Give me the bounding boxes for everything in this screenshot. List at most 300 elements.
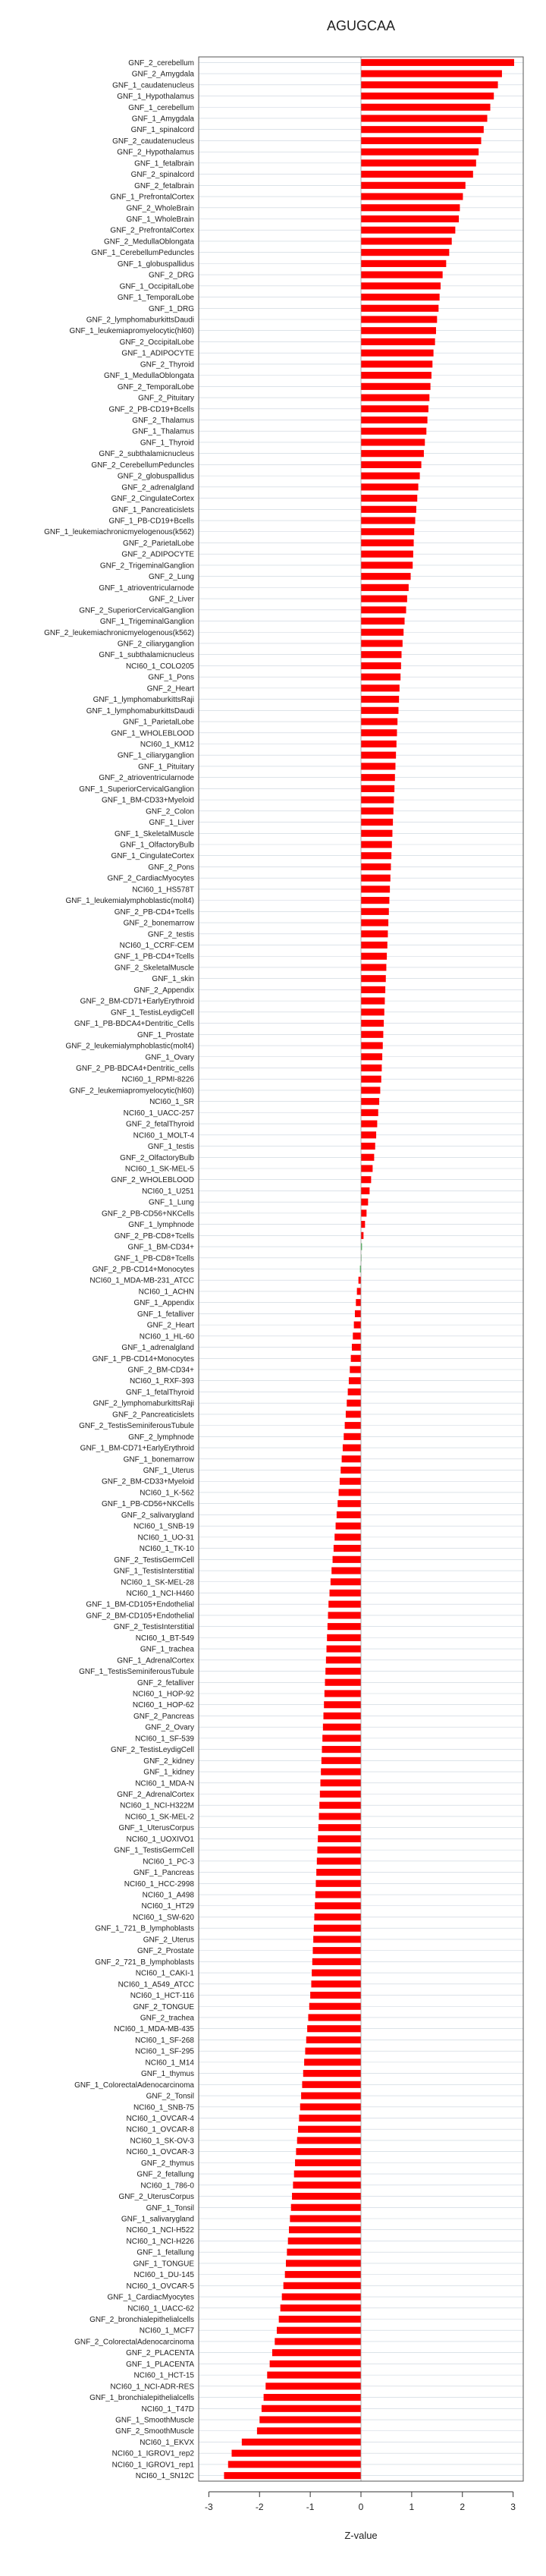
- bar: [361, 1187, 369, 1194]
- bar: [361, 294, 440, 300]
- category-label: GNF_1_caudatenucleus: [112, 81, 194, 90]
- category-label: NCI60_1_MDA-N: [135, 1779, 194, 1788]
- bar: [361, 807, 394, 814]
- category-label: GNF_2_Lung: [148, 573, 194, 582]
- category-label: NCI60_1_RXF-393: [129, 1377, 194, 1386]
- bar: [289, 2226, 361, 2233]
- category-label: GNF_1_TestisInterstitial: [113, 1567, 194, 1576]
- category-label: GNF_2_caudatenucleus: [112, 137, 194, 146]
- bar: [361, 473, 420, 480]
- bar: [325, 1679, 361, 1686]
- bar: [361, 316, 437, 322]
- category-label: GNF_1_TestisLeydigCell: [110, 1008, 194, 1018]
- category-label: GNF_1_PB-CD19+Bcells: [108, 517, 194, 526]
- bar: [314, 1925, 361, 1932]
- bar: [291, 2204, 361, 2211]
- bar: [361, 1098, 379, 1105]
- category-label: GNF_1_OlfactoryBulb: [120, 841, 194, 850]
- x-axis-title: Z-value: [344, 2530, 378, 2541]
- category-label: GNF_1_Hypothalamus: [117, 93, 194, 102]
- category-label: GNF_1_leukemialymphoblastic(molt4): [65, 897, 194, 906]
- category-label: GNF_1_SuperiorCervicalGanglion: [79, 785, 194, 794]
- bar: [309, 2003, 361, 2010]
- category-label: GNF_2_leukemiapromyelocytic(hl60): [69, 1087, 194, 1096]
- category-label: GNF_1_PLACENTA: [126, 2360, 194, 2369]
- bar: [361, 584, 409, 591]
- bar: [267, 2372, 361, 2379]
- bar: [361, 1087, 380, 1093]
- category-label: GNF_2_Pancreas: [133, 1712, 194, 1721]
- bar: [361, 729, 397, 736]
- category-label: NCI60_1_SF-539: [135, 1735, 194, 1744]
- bar: [361, 539, 414, 546]
- category-label: GNF_2_cerebellum: [128, 58, 194, 68]
- category-label: GNF_2_TONGUE: [133, 2002, 194, 2011]
- category-label: GNF_1_PB-CD14+Monocytes: [92, 1354, 194, 1363]
- category-label: GNF_2_kidney: [143, 1757, 194, 1766]
- category-label: NCI60_1_IGROV1_rep1: [111, 2461, 194, 2470]
- category-label: GNF_2_ADIPOCYTE: [121, 550, 194, 559]
- bar: [292, 2193, 361, 2200]
- category-label: GNF_2_PrefrontalCortex: [110, 226, 194, 235]
- bar: [281, 2304, 361, 2311]
- category-label: GNF_2_SuperiorCervicalGanglion: [79, 606, 194, 615]
- bar: [361, 1065, 381, 1071]
- category-label: GNF_2_PB-CD19+Bcells: [108, 405, 194, 414]
- bar: [318, 1835, 361, 1842]
- bar: [361, 986, 385, 993]
- bar: [361, 830, 392, 837]
- bar: [361, 1154, 374, 1161]
- category-label: GNF_1_trachea: [140, 1645, 194, 1654]
- chart-title: AGUGCAA: [326, 18, 396, 33]
- category-label: GNF_2_globuspallidus: [117, 472, 194, 481]
- bar: [318, 1824, 361, 1831]
- bar: [328, 1601, 361, 1608]
- bar: [361, 1031, 383, 1038]
- bar: [328, 1623, 361, 1630]
- category-label: GNF_2_lymphnode: [128, 1433, 194, 1442]
- category-label: NCI60_1_CCRF-CEM: [119, 942, 194, 951]
- category-label: GNF_1_atrioventricularnode: [99, 583, 194, 593]
- category-label: GNF_1_OccipitalLobe: [119, 282, 194, 291]
- bar: [357, 1288, 361, 1294]
- bar: [361, 908, 389, 915]
- category-label: GNF_2_adrenalgland: [121, 483, 194, 492]
- bar: [312, 1947, 361, 1954]
- x-tick-label: -2: [255, 2502, 264, 2512]
- category-label: GNF_1_Ovary: [145, 1053, 194, 1062]
- category-label: GNF_2_TrigeminalGanglion: [99, 561, 194, 571]
- bar: [277, 2327, 361, 2334]
- bar: [315, 1891, 361, 1898]
- category-label: NCI60_1_OVCAR-4: [126, 2114, 194, 2123]
- bar: [361, 763, 395, 769]
- category-label: GNF_1_lymphnode: [128, 1221, 194, 1230]
- bar: [361, 395, 429, 401]
- bar: [361, 930, 388, 937]
- bar: [297, 2137, 361, 2144]
- category-label: GNF_2_WHOLEBLOOD: [111, 1176, 194, 1185]
- bar: [322, 1757, 361, 1764]
- bar: [361, 227, 455, 234]
- category-label: NCI60_1_SK-MEL-5: [124, 1165, 194, 1174]
- bar: [317, 1847, 361, 1854]
- bar: [361, 1109, 378, 1116]
- category-label: GNF_2_BM-CD71+EarlyErythroid: [80, 997, 194, 1006]
- category-label: GNF_2_fetalliver: [136, 1678, 194, 1687]
- category-label: NCI60_1_CAKI-1: [135, 1969, 194, 1978]
- bar: [331, 1578, 361, 1585]
- category-label: NCI60_1_SF-295: [135, 2047, 194, 2056]
- category-label: GNF_1_Prostate: [136, 1030, 194, 1040]
- category-label: GNF_2_salivarygland: [121, 1511, 194, 1520]
- category-label: GNF_2_SkeletalMuscle: [114, 964, 194, 973]
- category-label: GNF_1_skin: [152, 975, 194, 984]
- category-label: GNF_1_BM-CD34+: [127, 1243, 194, 1252]
- category-label: NCI60_1_HS578T: [132, 885, 194, 895]
- category-label: GNF_1_Pituitary: [138, 763, 194, 772]
- category-label: NCI60_1_786-0: [140, 2181, 194, 2191]
- bar: [334, 1533, 361, 1540]
- category-label: GNF_2_Tonsil: [146, 2092, 194, 2101]
- category-label: GNF_1_SkeletalMuscle: [114, 829, 194, 838]
- bar: [299, 2115, 361, 2122]
- category-label: GNF_2_lymphomaburkittsRaji: [93, 1399, 194, 1408]
- bar: [325, 1668, 361, 1675]
- category-label: NCI60_1_MDA-MB-231_ATCC: [89, 1276, 194, 1285]
- category-label: GNF_1_globuspallidus: [117, 259, 194, 269]
- bar: [264, 2394, 361, 2401]
- category-label: GNF_2_lymphomaburkittsDaudi: [86, 316, 194, 325]
- category-label: GNF_1_CerebellumPeduncles: [91, 249, 194, 258]
- bar: [361, 204, 460, 211]
- bar: [312, 1958, 361, 1965]
- bar: [320, 1791, 361, 1798]
- category-label: NCI60_1_PC-3: [143, 1857, 194, 1867]
- bar: [359, 1277, 361, 1284]
- bar: [346, 1411, 361, 1417]
- category-label: GNF_1_Thalamus: [132, 427, 194, 436]
- category-label: GNF_1_TONGUE: [133, 2260, 194, 2269]
- bar: [361, 383, 431, 390]
- bar: [337, 1500, 361, 1507]
- bar: [361, 920, 388, 926]
- category-label: GNF_2_Colon: [146, 807, 194, 816]
- category-label: GNF_1_TemporalLobe: [117, 294, 194, 303]
- category-label: NCI60_1_HT29: [141, 1902, 194, 1911]
- category-label: GNF_1_ParietalLobe: [123, 718, 194, 727]
- category-label: GNF_1_TestisGermCell: [114, 1846, 194, 1855]
- bar: [361, 517, 416, 524]
- category-label: NCI60_1_EKVX: [140, 2438, 194, 2447]
- bar: [361, 115, 488, 121]
- bar: [339, 1489, 361, 1496]
- bar: [288, 2238, 361, 2244]
- bar: [361, 1176, 371, 1183]
- category-label: NCI60_1_NCI-H460: [126, 1589, 194, 1598]
- category-label: NCI60_1_MDA-MB-435: [114, 2025, 194, 2034]
- category-label: NCI60_1_HCT-116: [130, 1992, 194, 2001]
- category-label: GNF_1_fetalThyroid: [125, 1388, 194, 1397]
- bar: [361, 360, 432, 367]
- bar: [361, 942, 388, 948]
- category-label: NCI60_1_TK-10: [139, 1545, 194, 1554]
- category-label: NCI60_1_SNB-75: [133, 2103, 194, 2112]
- bar: [298, 2126, 361, 2133]
- bar: [361, 260, 446, 267]
- bar: [305, 2048, 361, 2055]
- category-label: GNF_2_subthalamicnucleus: [99, 450, 194, 459]
- bar: [318, 1813, 361, 1820]
- category-label: GNF_2_WholeBrain: [126, 204, 194, 213]
- category-label: GNF_2_spinalcord: [130, 171, 194, 180]
- bar: [324, 1701, 361, 1708]
- category-label: GNF_2_CardiacMyocytes: [107, 874, 194, 883]
- bar: [327, 1646, 361, 1653]
- bar: [310, 1992, 361, 1999]
- category-label: GNF_2_SmoothMuscle: [115, 2427, 194, 2436]
- category-label: NCI60_1_SR: [149, 1098, 194, 1107]
- bar: [361, 1165, 372, 1172]
- category-label: NCI60_1_SN12C: [135, 2472, 194, 2481]
- category-label: NCI60_1_UO-31: [137, 1533, 194, 1543]
- bar: [319, 1802, 361, 1809]
- x-tick-label: 1: [409, 2502, 415, 2512]
- bar: [353, 1332, 361, 1339]
- category-label: GNF_1_bronchialepithelialcells: [89, 2394, 194, 2403]
- bar: [361, 483, 419, 490]
- bar: [355, 1310, 361, 1317]
- category-label: GNF_1_Lung: [148, 1198, 194, 1207]
- x-tick-label: 3: [510, 2502, 516, 2512]
- category-label: GNF_2_721_B_lymphoblasts: [95, 1958, 194, 1967]
- category-label: GNF_1_WholeBrain: [126, 215, 194, 224]
- category-label: GNF_1_fetallung: [136, 2248, 194, 2257]
- bar: [307, 2025, 361, 2032]
- category-label: GNF_1_bonemarrow: [123, 1455, 194, 1464]
- category-label: NCI60_1_ACHN: [138, 1288, 194, 1297]
- category-label: NCI60_1_HCC-2998: [124, 1879, 194, 1889]
- bar: [336, 1523, 361, 1530]
- category-label: GNF_1_cerebellum: [128, 103, 194, 112]
- bar: [290, 2215, 361, 2222]
- bar: [337, 1511, 361, 1518]
- category-label: GNF_1_CingulateCortex: [111, 852, 194, 861]
- bar: [361, 372, 431, 379]
- bar: [361, 885, 390, 892]
- category-label: GNF_2_trachea: [140, 2014, 194, 2023]
- bar: [361, 797, 394, 804]
- category-label: GNF_1_leukemiapromyelocytic(hl60): [69, 327, 194, 336]
- bar: [361, 104, 491, 111]
- category-label: NCI60_1_HL-60: [139, 1332, 194, 1341]
- bar: [361, 573, 411, 580]
- bar: [361, 137, 481, 144]
- bar: [361, 171, 473, 178]
- bar: [265, 2383, 361, 2389]
- bar: [361, 237, 452, 244]
- category-label: GNF_2_Pons: [148, 863, 194, 872]
- category-label: GNF_1_testis: [147, 1143, 194, 1152]
- bar: [325, 1690, 361, 1697]
- bar: [361, 495, 417, 502]
- bar: [361, 1121, 377, 1128]
- category-label: GNF_2_thymus: [140, 2159, 194, 2168]
- bar: [323, 1724, 361, 1731]
- category-label: GNF_2_BM-CD34+: [127, 1366, 194, 1375]
- category-label: GNF_1_thymus: [140, 2070, 194, 2079]
- category-label: GNF_2_leukemiachronicmyelogenous(k562): [44, 628, 194, 637]
- x-tick-label: 2: [460, 2502, 466, 2512]
- category-label: NCI60_1_RPMI-8226: [121, 1075, 194, 1084]
- bar: [361, 338, 435, 345]
- bar: [361, 1042, 383, 1049]
- category-label: NCI60_1_OVCAR-8: [126, 2125, 194, 2134]
- bar: [361, 674, 400, 681]
- category-label: GNF_2_UterusCorpus: [118, 2193, 194, 2202]
- bar: [361, 774, 395, 781]
- bar: [313, 1936, 361, 1942]
- bar: [351, 1355, 361, 1362]
- x-tick-label: -3: [205, 2502, 213, 2512]
- bar: [361, 450, 424, 457]
- category-label: NCI60_1_K-562: [140, 1489, 194, 1498]
- bar: [361, 439, 425, 445]
- bar: [361, 629, 403, 636]
- category-label: GNF_1_lymphomaburkittsDaudi: [86, 706, 194, 716]
- category-label: GNF_1_Pancreas: [133, 1869, 194, 1878]
- bar: [344, 1433, 361, 1440]
- bar: [361, 215, 459, 222]
- category-label: GNF_1_spinalcord: [130, 126, 194, 135]
- category-label: NCI60_1_U251: [142, 1187, 194, 1196]
- category-label: NCI60_1_NCI-H226: [126, 2237, 194, 2246]
- bar: [262, 2405, 361, 2412]
- bar: [333, 1556, 361, 1563]
- bar: [361, 405, 428, 412]
- bar: [361, 327, 436, 334]
- bar: [361, 417, 428, 423]
- category-label: GNF_2_PB-CD56+NKCells: [102, 1209, 194, 1219]
- category-label: NCI60_1_UOXIVO1: [126, 1835, 194, 1844]
- bar: [361, 126, 484, 133]
- category-label: GNF_2_bonemarrow: [123, 919, 194, 928]
- bar: [361, 953, 387, 960]
- bar: [300, 2103, 361, 2110]
- category-label: GNF_2_Heart: [146, 1321, 194, 1330]
- bar: [259, 2416, 361, 2423]
- category-label: GNF_2_TestisLeydigCell: [110, 1746, 194, 1755]
- bar: [317, 1857, 361, 1864]
- bar: [361, 640, 403, 646]
- category-label: GNF_2_bronchialepithelialcells: [89, 2316, 194, 2325]
- bar: [314, 1914, 361, 1920]
- bar: [327, 1634, 361, 1641]
- category-label: GNF_1_PB-CD4+Tcells: [114, 952, 194, 961]
- category-label: GNF_2_TemporalLobe: [117, 382, 194, 392]
- category-label: GNF_2_ciliaryganglion: [117, 640, 194, 649]
- bar: [294, 2171, 361, 2178]
- bar: [321, 1768, 361, 1775]
- category-label: NCI60_1_OVCAR-5: [126, 2282, 194, 2291]
- category-label: GNF_1_PrefrontalCortex: [110, 193, 194, 202]
- bar: [284, 2282, 361, 2289]
- category-label: GNF_1_Tonsil: [146, 2203, 194, 2213]
- bar: [321, 1779, 362, 1786]
- category-label: GNF_1_Pons: [148, 673, 194, 682]
- category-label: GNF_1_BM-CD33+Myeloid: [102, 796, 194, 805]
- category-label: NCI60_1_HOP-62: [132, 1701, 194, 1710]
- bar: [328, 1612, 361, 1618]
- category-label: GNF_2_CingulateCortex: [111, 495, 194, 504]
- bar: [285, 2271, 361, 2278]
- category-label: GNF_1_leukemiachronicmyelogenous(k562): [44, 528, 194, 537]
- category-label: GNF_1_Pancreaticislets: [112, 505, 194, 514]
- bar: [345, 1422, 361, 1429]
- category-label: NCI60_1_DU-145: [133, 2271, 194, 2280]
- category-label: NCI60_1_T47D: [141, 2405, 194, 2414]
- category-label: GNF_2_Thyroid: [140, 360, 194, 370]
- bar: [316, 1869, 361, 1876]
- category-label: GNF_1_Thyroid: [140, 439, 194, 448]
- bar: [361, 975, 386, 982]
- bar: [331, 1567, 361, 1574]
- bar: [361, 696, 399, 703]
- category-label: NCI60_1_NCI-ADR-RES: [110, 2383, 194, 2392]
- category-label: GNF_2_atrioventricularnode: [99, 774, 194, 783]
- category-label: GNF_2_Pituitary: [138, 394, 194, 403]
- category-label: GNF_2_BM-CD33+Myeloid: [102, 1477, 194, 1486]
- category-label: GNF_2_leukemialymphoblastic(molt4): [65, 1042, 194, 1051]
- bar: [361, 1020, 384, 1027]
- category-label: GNF_1_subthalamicnucleus: [99, 651, 194, 660]
- category-label: GNF_2_TestisInterstitial: [113, 1623, 194, 1632]
- bar: [228, 2461, 361, 2467]
- bar: [361, 93, 494, 99]
- bar: [342, 1455, 361, 1462]
- bar: [361, 718, 397, 725]
- bar: [361, 159, 476, 166]
- bar: [302, 2081, 361, 2088]
- bar: [322, 1746, 361, 1753]
- bar: [315, 1902, 361, 1909]
- bar: [312, 1970, 361, 1977]
- category-label: GNF_2_Uterus: [143, 1936, 194, 1945]
- category-label: GNF_1_TestisSeminiferousTubule: [79, 1668, 194, 1677]
- bar: [275, 2338, 361, 2345]
- category-label: NCI60_1_NCI-H322M: [120, 1801, 194, 1810]
- category-label: NCI60_1_HOP-92: [132, 1690, 194, 1699]
- bar: [361, 272, 443, 278]
- category-label: GNF_2_Thalamus: [132, 417, 194, 426]
- category-label: NCI60_1_HCT-15: [133, 2371, 194, 2380]
- bar: [308, 2014, 361, 2021]
- bar: [279, 2316, 361, 2323]
- category-label: NCI60_1_SK-MEL-2: [124, 1813, 194, 1822]
- category-label: GNF_1_BM-CD71+EarlyErythroid: [80, 1444, 194, 1453]
- category-label: GNF_1_ciliaryganglion: [117, 751, 194, 760]
- category-label: GNF_2_Amygdala: [131, 70, 194, 79]
- bar: [361, 741, 397, 747]
- bar: [324, 1713, 361, 1719]
- category-label: GNF_2_DRG: [148, 271, 194, 280]
- category-label: GNF_2_Liver: [149, 595, 194, 604]
- category-label: GNF_2_Pancreaticislets: [112, 1411, 194, 1420]
- bar: [224, 2472, 361, 2479]
- bar: [361, 964, 386, 970]
- category-label: GNF_1_ADIPOCYTE: [121, 349, 194, 358]
